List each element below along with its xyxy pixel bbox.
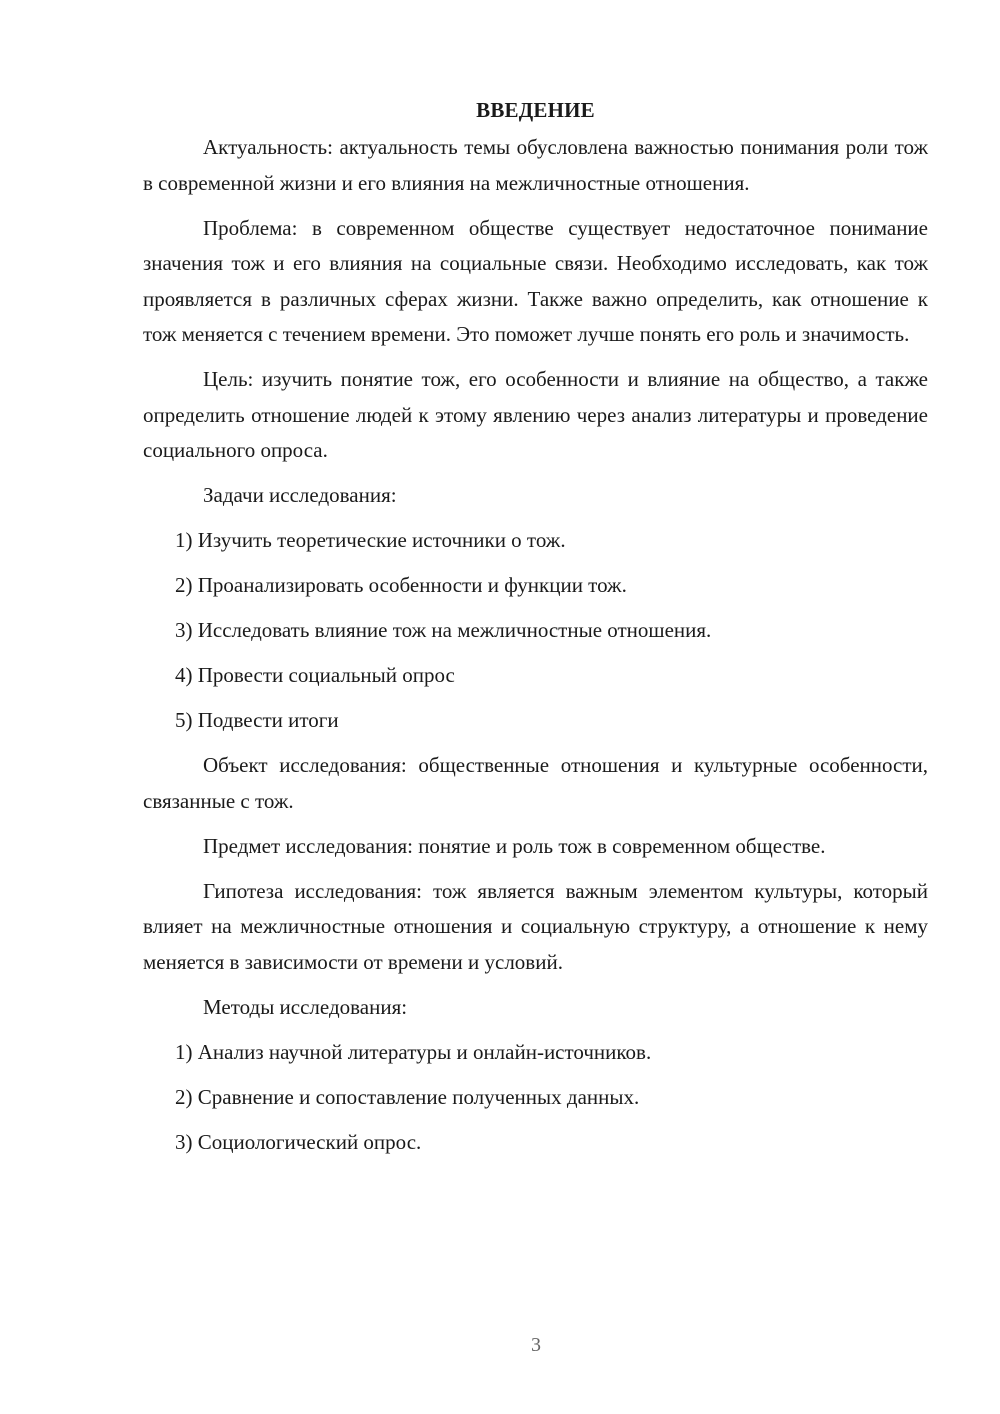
hypothesis-paragraph: Гипотеза исследования: тож является важным элементом культуры, который влияет на межличностные отношения и социальную структуру, а отношение к нему меняется в зависимости от времени и условий. xyxy=(143,878,928,974)
object-paragraph: Объект исследования: общественные отношения и культурные особенности, связанные с тож. xyxy=(143,753,928,813)
document-page xyxy=(143,95,928,1170)
page-number: 3 xyxy=(531,1334,541,1356)
goal-paragraph: Цель: изучить понятие тож, его особенности и влияние на общество, а также определить отношение людей к этому явлению через анализ литературы и проведение социального опроса. xyxy=(143,367,928,462)
method-item-1: 1) Анализ научной литературы и онлайн-источников. xyxy=(175,1039,652,1064)
task-item-3: 3) Исследовать влияние тож на межличностные отношения. xyxy=(175,618,712,642)
task-item-4: 4) Провести социальный опрос xyxy=(175,663,455,687)
method-item-3: 3) Социологический опрос. xyxy=(175,1129,422,1154)
relevance-paragraph: Актуальность: актуальность темы обусловлена важностью понимания роли тож в современной жизни и его влияния на межличностные отношения. xyxy=(143,135,928,195)
method-item-2: 2) Сравнение и сопоставление полученных данных. xyxy=(175,1084,640,1109)
task-item-5: 5) Подвести итоги xyxy=(175,708,339,732)
methods-heading: Методы исследования: xyxy=(203,994,408,1019)
subject-paragraph: Предмет исследования: понятие и роль тож в современном обществе. xyxy=(203,833,826,858)
task-item-2: 2) Проанализировать особенности и функции тож. xyxy=(175,573,627,597)
section-title: ВВЕДЕНИЕ xyxy=(476,98,595,122)
task-item-1: 1) Изучить теоретические источники о тож. xyxy=(175,528,566,552)
problem-paragraph: Проблема: в современном обществе существует недостаточное понимание значения тож и его влияния на социальные связи. Необходимо исследовать, как тож проявляется в различных сферах жизни. Также важно определить, как отношение к тож меняется с течением времени. Это поможет лучше понять его роль и значимость. xyxy=(143,215,928,346)
tasks-heading: Задачи исследования: xyxy=(203,483,397,507)
